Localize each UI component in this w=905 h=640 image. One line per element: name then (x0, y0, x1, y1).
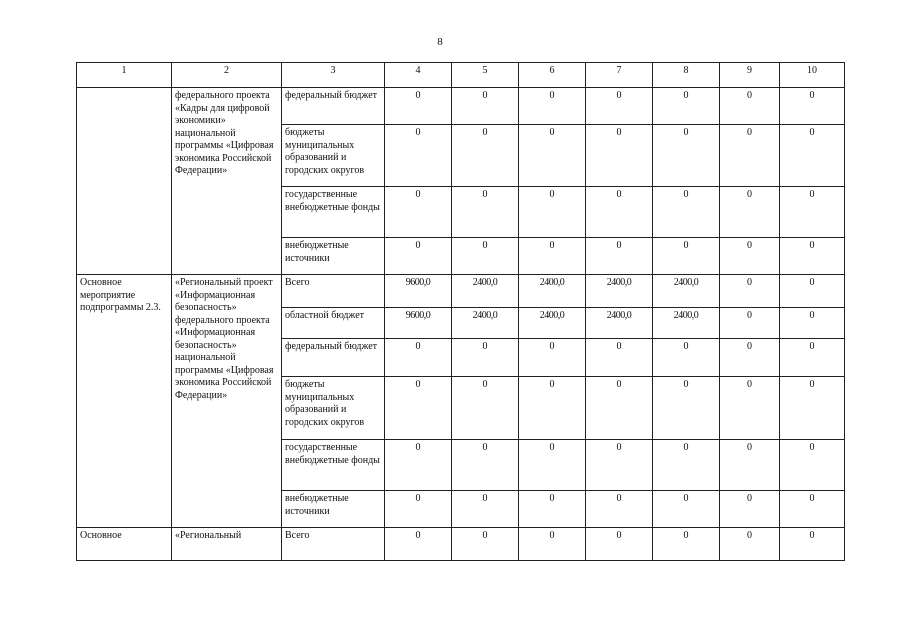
value-cell: 0 (780, 339, 845, 377)
value-cell: 0 (452, 440, 519, 491)
value-cell: 0 (720, 187, 780, 238)
column-header: 10 (780, 63, 845, 88)
value-cell: 0 (586, 238, 653, 275)
value-cell: 0 (780, 125, 845, 187)
value-cell: 0 (586, 339, 653, 377)
value-cell: 0 (653, 125, 720, 187)
value-cell: 0 (720, 238, 780, 275)
value-cell: 0 (720, 275, 780, 308)
value-cell: 2400,0 (452, 275, 519, 308)
source-cell: внебюджетные источники (282, 491, 385, 528)
value-cell: 0 (385, 440, 452, 491)
value-cell: 0 (385, 491, 452, 528)
value-cell: 0 (586, 528, 653, 561)
value-cell: 0 (586, 125, 653, 187)
table-row (77, 88, 845, 125)
source-cell: государственные внебюджетные фонды (282, 440, 385, 491)
value-cell: 2400,0 (586, 308, 653, 339)
column-header: 2 (172, 63, 282, 88)
source-cell: федеральный бюджет (282, 88, 385, 125)
value-cell: 0 (519, 125, 586, 187)
value-cell: 0 (385, 377, 452, 440)
column-header: 1 (77, 63, 172, 88)
value-cell: 0 (519, 440, 586, 491)
value-cell: 0 (720, 339, 780, 377)
value-cell: 2400,0 (452, 308, 519, 339)
value-cell: 0 (653, 238, 720, 275)
value-cell: 2400,0 (586, 275, 653, 308)
value-cell: 0 (385, 125, 452, 187)
value-cell: 0 (780, 440, 845, 491)
project-cell: «Региональный проект «Информационная безопасность» федерального проекта «Информационная безопасность» национальной программы «Цифровая экономика Российской Федерации» (172, 275, 282, 528)
column-header: 7 (586, 63, 653, 88)
value-cell: 9600,0 (385, 275, 452, 308)
value-cell: 0 (720, 308, 780, 339)
value-cell: 0 (780, 491, 845, 528)
value-cell: 0 (720, 528, 780, 561)
value-cell: 0 (586, 88, 653, 125)
value-cell: 0 (653, 440, 720, 491)
header-row (77, 63, 845, 88)
source-cell: бюджеты муниципальных образований и городских округов (282, 125, 385, 187)
source-cell: государственные внебюджетные фонды (282, 187, 385, 238)
source-cell: Всего (282, 528, 385, 561)
value-cell: 0 (519, 187, 586, 238)
value-cell: 0 (519, 238, 586, 275)
page-number: 8 (437, 36, 443, 48)
value-cell: 0 (780, 187, 845, 238)
budget-table (76, 62, 845, 561)
value-cell: 0 (720, 440, 780, 491)
project-cell: федерального проекта «Кадры для цифровой экономики» национальной программы «Цифровая экономика Российской Федерации» (172, 88, 282, 275)
project-cell: «Региональный (172, 528, 282, 561)
value-cell: 0 (519, 491, 586, 528)
value-cell: 2400,0 (519, 308, 586, 339)
value-cell: 0 (780, 88, 845, 125)
value-cell: 2400,0 (653, 308, 720, 339)
value-cell: 0 (586, 491, 653, 528)
value-cell: 0 (385, 187, 452, 238)
source-cell: Всего (282, 275, 385, 308)
measure-cell (77, 88, 172, 275)
value-cell: 0 (452, 125, 519, 187)
value-cell: 0 (586, 187, 653, 238)
value-cell: 0 (780, 275, 845, 308)
value-cell: 0 (452, 377, 519, 440)
value-cell: 0 (780, 308, 845, 339)
value-cell: 0 (653, 88, 720, 125)
value-cell: 2400,0 (653, 275, 720, 308)
value-cell: 0 (452, 339, 519, 377)
value-cell: 0 (452, 238, 519, 275)
source-cell: областной бюджет (282, 308, 385, 339)
value-cell: 0 (653, 187, 720, 238)
measure-cell: Основное мероприятие подпрограммы 2.3. (77, 275, 172, 528)
table-row (77, 275, 845, 308)
value-cell: 0 (720, 491, 780, 528)
column-header: 6 (519, 63, 586, 88)
column-header: 5 (452, 63, 519, 88)
value-cell: 0 (586, 440, 653, 491)
column-header: 9 (720, 63, 780, 88)
value-cell: 0 (519, 528, 586, 561)
column-header: 8 (653, 63, 720, 88)
value-cell: 0 (586, 377, 653, 440)
source-cell: внебюджетные источники (282, 238, 385, 275)
value-cell: 0 (385, 238, 452, 275)
value-cell: 0 (653, 339, 720, 377)
value-cell: 0 (452, 491, 519, 528)
source-cell: бюджеты муниципальных образований и городских округов (282, 377, 385, 440)
value-cell: 0 (780, 377, 845, 440)
value-cell: 0 (780, 238, 845, 275)
value-cell: 0 (720, 125, 780, 187)
value-cell: 0 (653, 491, 720, 528)
value-cell: 0 (452, 88, 519, 125)
source-cell: федеральный бюджет (282, 339, 385, 377)
value-cell: 0 (780, 528, 845, 561)
value-cell: 0 (519, 377, 586, 440)
value-cell: 0 (653, 528, 720, 561)
column-header: 4 (385, 63, 452, 88)
value-cell: 0 (519, 339, 586, 377)
value-cell: 0 (452, 187, 519, 238)
value-cell: 0 (452, 528, 519, 561)
value-cell: 9600,0 (385, 308, 452, 339)
value-cell: 0 (653, 377, 720, 440)
value-cell: 0 (720, 88, 780, 125)
column-header: 3 (282, 63, 385, 88)
measure-cell: Основное (77, 528, 172, 561)
value-cell: 0 (720, 377, 780, 440)
table-row (77, 528, 845, 561)
value-cell: 0 (385, 528, 452, 561)
value-cell: 0 (385, 339, 452, 377)
value-cell: 2400,0 (519, 275, 586, 308)
value-cell: 0 (519, 88, 586, 125)
value-cell: 0 (385, 88, 452, 125)
